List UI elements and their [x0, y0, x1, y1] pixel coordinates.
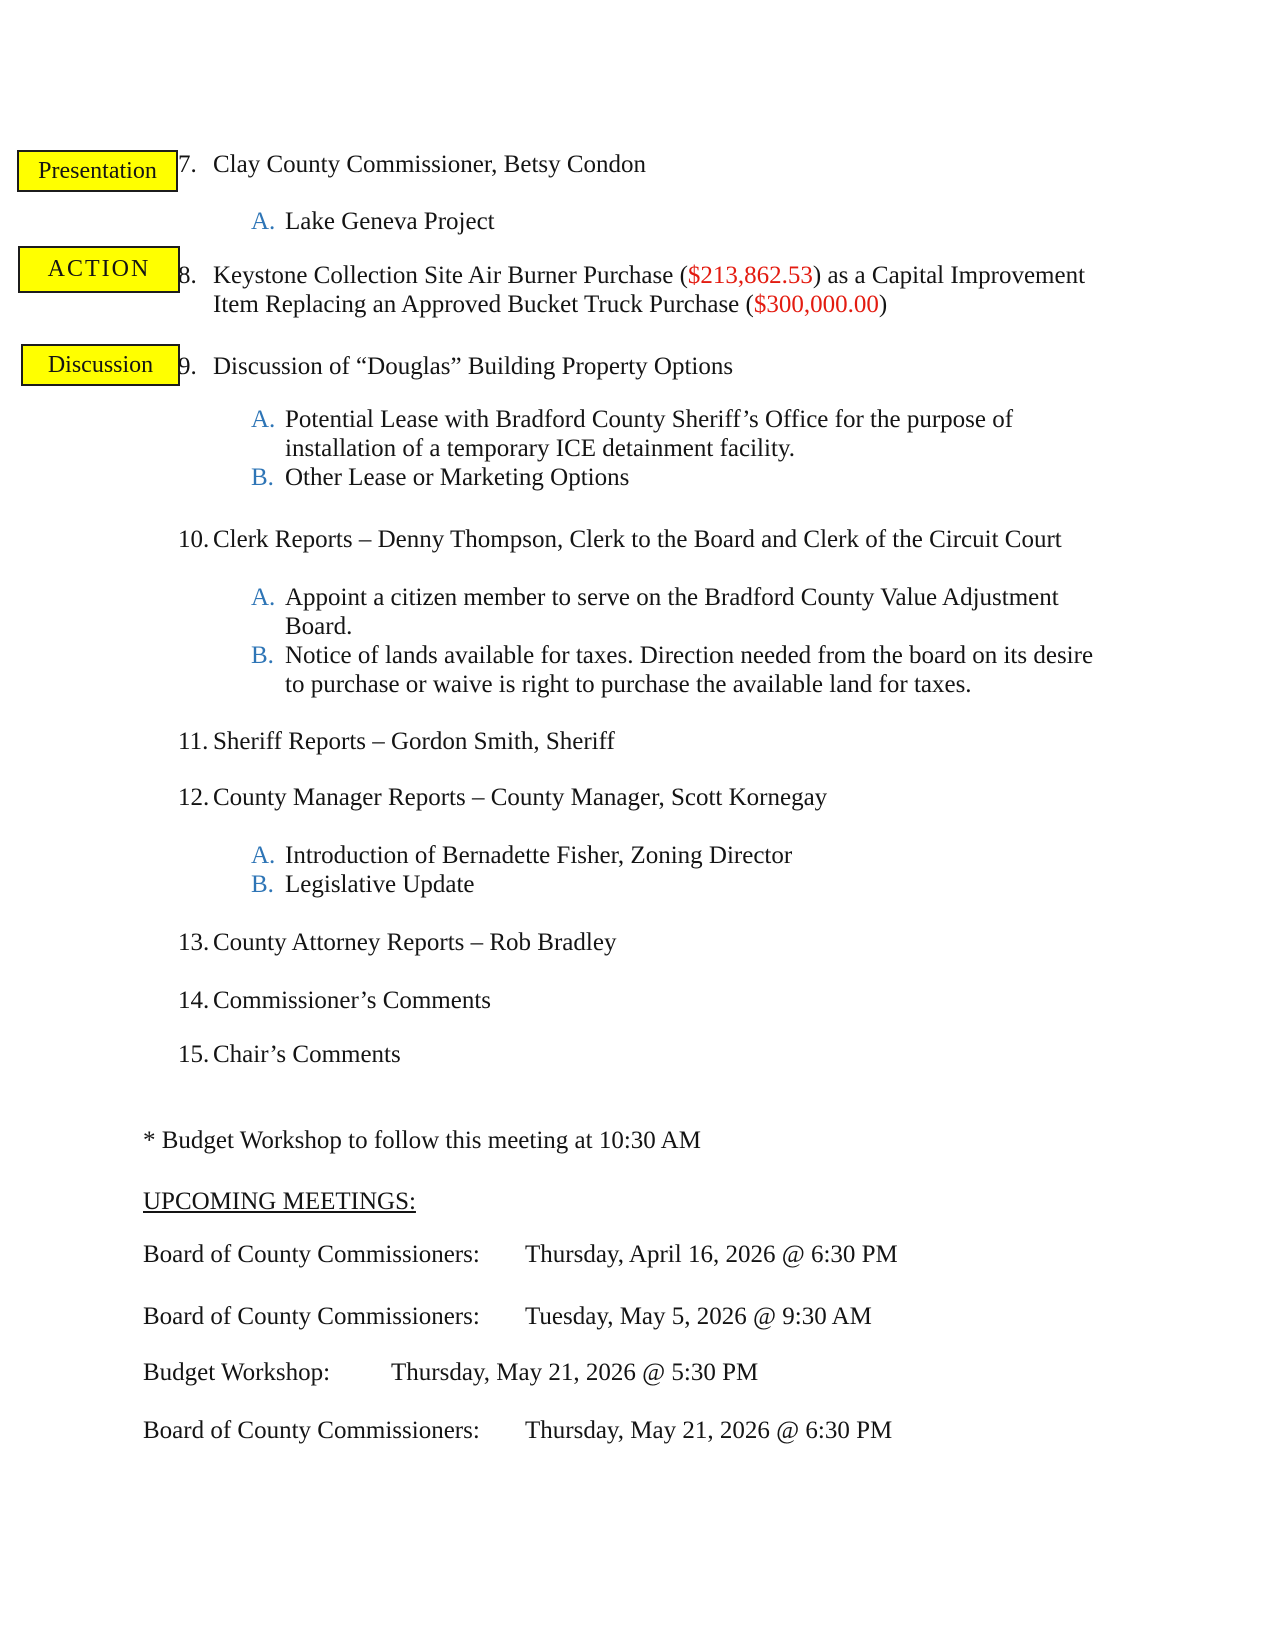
subitem-text: Board. — [285, 613, 353, 640]
meeting-datetime: Tuesday, May 5, 2026 @ 9:30 AM — [525, 1303, 872, 1330]
item-number: 13. — [178, 929, 210, 956]
highlight-label-presentation — [17, 150, 178, 192]
meeting-row — [143, 1302, 1253, 1331]
agenda-item-12 — [178, 783, 827, 812]
item-number: 9. — [178, 353, 197, 380]
meeting-label: Board of County Commissioners: — [143, 1241, 480, 1268]
agenda-item-7a — [251, 207, 495, 236]
agenda-item-9a — [251, 405, 1013, 463]
item-text: Sheriff Reports – Gordon Smith, Sheriff — [213, 728, 615, 755]
subitem-letter: A. — [251, 406, 276, 433]
meeting-datetime: Thursday, May 21, 2026 @ 6:30 PM — [525, 1417, 893, 1444]
item-number: 15. — [178, 1041, 210, 1068]
agenda-item-11 — [178, 727, 615, 756]
item-text: Clay County Commissioner, Betsy Condon — [213, 151, 647, 178]
meeting-row — [143, 1416, 1253, 1445]
amount-air-burner: $213,862.53 — [687, 262, 813, 289]
subitem-text: Legislative Update — [285, 871, 475, 898]
item-text: ) — [878, 291, 888, 318]
meeting-label: Board of County Commissioners: — [143, 1417, 480, 1444]
item-text: Discussion of “Douglas” Building Property Options — [213, 353, 734, 380]
meeting-datetime: Thursday, May 21, 2026 @ 5:30 PM — [391, 1359, 759, 1386]
meeting-row — [143, 1240, 1253, 1269]
agenda-item-9 — [178, 352, 733, 381]
highlight-label-action — [18, 246, 180, 293]
highlight-label-text: ACTION — [47, 256, 151, 282]
meeting-label: Budget Workshop: — [143, 1359, 331, 1386]
subitem-line-2 — [285, 670, 1093, 699]
agenda-item-10a — [251, 583, 1059, 641]
subitem-letter: A. — [251, 842, 276, 869]
meeting-row — [143, 1358, 1253, 1387]
subitem-line-1 — [251, 641, 1093, 670]
amount-bucket-truck: $300,000.00 — [753, 291, 879, 318]
agenda-item-12b — [251, 870, 475, 899]
item-number: 11. — [178, 728, 209, 755]
agenda-item-10b — [251, 641, 1093, 699]
highlight-label-discussion — [21, 344, 180, 386]
subitem-letter: B. — [251, 642, 274, 669]
item-number: 12. — [178, 784, 210, 811]
item-text: ) as a Capital Improvement — [812, 262, 1086, 289]
subitem-text: Notice of lands available for taxes. Direction needed from the board on its desire — [285, 642, 1094, 669]
agenda-item-15 — [178, 1040, 401, 1069]
agenda-item-13 — [178, 928, 616, 957]
item-number: 8. — [178, 262, 197, 289]
item-text: Keystone Collection Site Air Burner Purchase ( — [213, 262, 688, 289]
subitem-letter: B. — [251, 871, 274, 898]
agenda-item-9b — [251, 463, 629, 492]
item-text: Clerk Reports – Denny Thompson, Clerk to the Board and Clerk of the Circuit Court — [213, 526, 1062, 553]
item-text: County Manager Reports – County Manager, Scott Kornegay — [213, 784, 828, 811]
subitem-text: Other Lease or Marketing Options — [285, 464, 630, 491]
item-number: 7. — [178, 151, 197, 178]
meeting-label: Board of County Commissioners: — [143, 1303, 480, 1330]
agenda-item-7 — [178, 150, 646, 179]
item-number: 14. — [178, 987, 210, 1014]
subitem-letter: A. — [251, 208, 276, 235]
subitem-text: installation of a temporary ICE detainment facility. — [285, 435, 796, 462]
subitem-text: Lake Geneva Project — [285, 208, 495, 235]
agenda-item-10 — [178, 525, 1062, 554]
subitem-letter: B. — [251, 464, 274, 491]
agenda-item-12a — [251, 841, 792, 870]
item-text: County Attorney Reports – Rob Bradley — [213, 929, 617, 956]
item-text: Commissioner’s Comments — [213, 987, 492, 1014]
upcoming-meetings-heading: UPCOMING MEETINGS: — [143, 1188, 416, 1215]
subitem-text: Introduction of Bernadette Fisher, Zoning Director — [285, 842, 793, 869]
subitem-letter: A. — [251, 584, 276, 611]
budget-workshop-note: * Budget Workshop to follow this meeting at 10:30 AM — [143, 1127, 701, 1154]
subitem-text: to purchase or waive is right to purchase the available land for taxes. — [285, 671, 972, 698]
subitem-line-1 — [251, 405, 1013, 434]
subitem-line-2 — [285, 434, 1013, 463]
highlight-label-text: Presentation — [38, 157, 157, 184]
subitem-text: Appoint a citizen member to serve on the Bradford County Value Adjustment — [285, 584, 1059, 611]
item-text: Chair’s Comments — [213, 1041, 401, 1068]
highlight-label-text: Discussion — [47, 351, 154, 378]
subitem-line-2 — [285, 612, 1059, 641]
agenda-item-8 — [178, 261, 1085, 319]
item-number: 10. — [178, 526, 210, 553]
item-line-2 — [213, 290, 1085, 319]
subitem-text: Potential Lease with Bradford County Sheriff’s Office for the purpose of — [285, 406, 1014, 433]
item-text: Item Replacing an Approved Bucket Truck Purchase ( — [213, 291, 754, 318]
meeting-datetime: Thursday, April 16, 2026 @ 6:30 PM — [525, 1241, 898, 1268]
subitem-line-1 — [251, 583, 1059, 612]
item-line-1 — [178, 261, 1085, 290]
agenda-item-14 — [178, 986, 491, 1015]
